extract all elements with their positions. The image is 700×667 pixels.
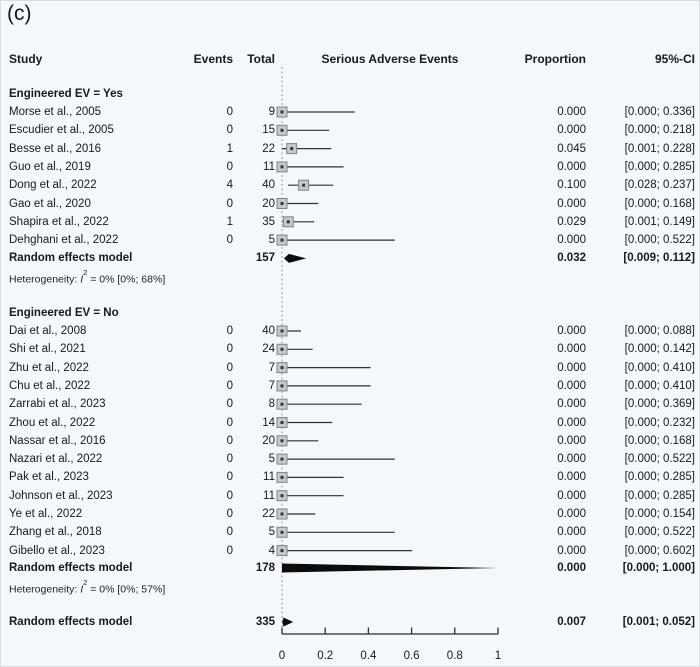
events-value: 0 [226, 325, 233, 337]
ci-value: [0.000; 0.285] [624, 160, 695, 173]
proportion-value: 0.000 [557, 234, 586, 247]
proportion-value: 0.000 [557, 124, 586, 137]
events-value: 0 [226, 453, 233, 466]
ci-value: [0.000; 0.410] [624, 379, 695, 392]
total-value: 9 [268, 106, 275, 118]
study-name: Gibello et al., 2023 [9, 544, 105, 557]
proportion-value: 0.000 [557, 434, 586, 447]
column-header-events: Events [193, 52, 233, 66]
study-name: Zhang et al., 2018 [9, 526, 102, 539]
ci-value: [0.000; 0.336] [624, 106, 695, 118]
study-name: Zarrabi et al., 2023 [9, 398, 106, 411]
ci-value: [0.000; 0.232] [624, 416, 695, 429]
estimate-marker [281, 531, 284, 534]
events-value: 0 [226, 197, 233, 210]
events-value: 0 [226, 544, 233, 557]
x-axis-tick-label: 1 [494, 650, 502, 662]
ci-value: [0.000; 0.088] [624, 325, 695, 337]
summary-diamond [282, 564, 498, 573]
heterogeneity-text [9, 267, 234, 285]
events-value: 0 [226, 398, 233, 411]
proportion-value: 0.000 [557, 197, 586, 210]
heterogeneity-part: 2 [83, 268, 88, 277]
total-value: 14 [262, 416, 275, 429]
summary-diamond [284, 254, 306, 263]
proportion-value: 0.000 [557, 361, 586, 374]
summary-label: Random effects model [9, 562, 133, 574]
events-value: 0 [226, 471, 233, 484]
proportion-value: 0.000 [557, 471, 586, 484]
heterogeneity-part: Heterogeneity: [9, 583, 81, 596]
estimate-marker [287, 220, 290, 223]
ci-value: [0.000; 0.602] [624, 544, 695, 557]
study-name: Zhu et al., 2022 [9, 361, 89, 374]
ci-value: [0.000; 0.410] [624, 361, 695, 374]
overall-summary-label: Random effects model [9, 616, 133, 628]
study-name: Gao et al., 2020 [9, 197, 91, 210]
heterogeneity-part: = 0% [0%; 57%] [87, 583, 166, 596]
ci-value: [0.000; 0.285] [624, 471, 695, 484]
group-label: Engineered EV = No [9, 307, 119, 319]
total-value: 5 [268, 234, 275, 247]
events-value: 0 [226, 489, 233, 502]
events-value: 0 [226, 379, 233, 392]
total-value: 22 [262, 142, 275, 155]
study-name: Dai et al., 2008 [9, 325, 87, 337]
ci-value: [0.000; 1.000] [622, 562, 695, 574]
estimate-marker [281, 348, 284, 351]
study-name: Dong et al., 2022 [9, 179, 97, 192]
ci-value: [0.000; 0.218] [624, 124, 695, 137]
proportion-value: 0.000 [557, 325, 586, 337]
total-value: 5 [268, 526, 275, 539]
events-value: 0 [226, 106, 233, 118]
proportion-value: 0.000 [557, 398, 586, 411]
proportion-value: 0.000 [557, 508, 586, 520]
events-value: 0 [226, 361, 233, 374]
estimate-marker [281, 458, 284, 461]
proportion-value: 0.100 [557, 179, 586, 192]
total-value: 24 [262, 343, 275, 356]
estimate-marker [281, 384, 284, 387]
estimate-marker [281, 129, 284, 132]
study-name: Shapira et al., 2022 [9, 215, 109, 228]
x-axis-tick-label: 0.4 [360, 650, 377, 662]
total-value: 40 [262, 325, 275, 337]
plot-title: Serious Adverse Events [321, 52, 459, 66]
estimate-marker [281, 111, 284, 114]
events-value: 0 [226, 508, 233, 520]
x-axis-tick-label: 0.8 [446, 650, 463, 662]
events-value: 0 [226, 434, 233, 447]
proportion-value: 0.000 [557, 106, 586, 118]
ci-value: [0.001; 0.052] [622, 616, 695, 628]
proportion-value: 0.000 [557, 489, 586, 502]
heterogeneity-part: Heterogeneity: [9, 273, 81, 286]
events-value: 4 [226, 179, 233, 192]
total-value: 20 [262, 197, 275, 210]
ci-value: [0.009; 0.112] [623, 252, 695, 265]
events-value: 1 [226, 142, 233, 155]
x-axis-tick-label: 0 [278, 650, 286, 662]
events-value: 0 [226, 234, 233, 247]
x-axis-tick-label: 0.6 [403, 650, 420, 662]
study-name: Nassar et al., 2016 [9, 434, 106, 447]
summary-diamond [282, 618, 293, 627]
proportion-value: 0.032 [557, 252, 586, 265]
study-name: Morse et al., 2005 [9, 106, 102, 118]
events-value: 1 [226, 215, 233, 228]
study-name: Ye et al., 2022 [9, 508, 83, 520]
events-value: 0 [226, 124, 233, 137]
column-header-ci: 95%-CI [654, 52, 695, 66]
ci-value: [0.000; 0.369] [624, 398, 695, 411]
study-name: Nazari et al., 2022 [9, 453, 103, 466]
estimate-marker [281, 439, 284, 442]
ci-value: [0.000; 0.522] [624, 453, 695, 466]
events-value: 0 [226, 343, 233, 356]
ci-value: [0.000; 0.168] [624, 197, 695, 210]
ci-value: [0.000; 0.154] [624, 508, 695, 520]
heterogeneity-part: I [80, 583, 84, 596]
estimate-marker [281, 513, 284, 516]
total-value: 8 [268, 398, 275, 411]
study-name: Dehghani et al., 2022 [9, 234, 119, 247]
events-value: 0 [226, 416, 233, 429]
proportion-value: 0.000 [557, 526, 586, 539]
column-header-total: Total [247, 52, 275, 66]
total-value: 35 [262, 215, 275, 228]
estimate-marker [281, 239, 284, 242]
total-value: 20 [262, 434, 275, 447]
ci-value: [0.001; 0.149] [624, 215, 695, 228]
events-value: 0 [226, 526, 233, 539]
study-name: Guo et al., 2019 [9, 160, 91, 173]
total-value: 178 [255, 562, 275, 574]
proportion-value: 0.045 [557, 142, 586, 155]
column-header-proportion: Proportion [524, 52, 586, 66]
heterogeneity-part: I [80, 273, 84, 286]
proportion-value: 0.000 [557, 343, 586, 356]
estimate-marker [281, 549, 284, 552]
estimate-marker [281, 366, 284, 369]
total-value: 11 [263, 471, 275, 484]
study-name: Shi et al., 2021 [9, 343, 86, 356]
study-name: Pak et al., 2023 [9, 471, 89, 484]
ci-value: [0.001; 0.228] [624, 142, 695, 155]
proportion-value: 0.029 [557, 215, 586, 228]
study-name: Chu et al., 2022 [9, 379, 91, 392]
estimate-marker [290, 147, 293, 150]
study-name: Zhou et al., 2022 [9, 416, 96, 429]
ci-value: [0.028; 0.237] [624, 179, 695, 192]
estimate-marker [281, 494, 284, 497]
estimate-marker [281, 202, 284, 205]
proportion-value: 0.000 [557, 379, 586, 392]
proportion-value: 0.000 [557, 453, 586, 466]
estimate-marker [302, 184, 305, 187]
proportion-value: 0.000 [557, 562, 586, 574]
estimate-marker [281, 476, 284, 479]
proportion-value: 0.007 [557, 616, 586, 628]
total-value: 7 [268, 361, 275, 374]
total-value: 22 [262, 508, 275, 520]
panel-label: (c) [7, 2, 32, 25]
total-value: 40 [262, 179, 275, 192]
total-value: 11 [263, 160, 275, 173]
column-header-study: Study [9, 52, 43, 66]
total-value: 7 [268, 379, 275, 392]
ci-value: [0.000; 0.285] [624, 489, 695, 502]
heterogeneity-part: 2 [83, 578, 88, 587]
study-name: Escudier et al., 2005 [9, 124, 114, 137]
total-value: 5 [268, 453, 275, 466]
total-value: 15 [262, 124, 275, 137]
ci-value: [0.000; 0.168] [624, 434, 695, 447]
heterogeneity-text [9, 577, 234, 595]
ci-value: [0.000; 0.142] [624, 343, 695, 356]
estimate-marker [281, 330, 284, 333]
proportion-value: 0.000 [557, 416, 586, 429]
proportion-value: 0.000 [557, 160, 586, 173]
ci-value: [0.000; 0.522] [624, 526, 695, 539]
total-value: 335 [255, 616, 275, 628]
events-value: 0 [226, 160, 233, 173]
estimate-marker [281, 421, 284, 424]
summary-label: Random effects model [9, 252, 133, 265]
proportion-value: 0.000 [557, 544, 586, 557]
study-name: Besse et al., 2016 [9, 142, 102, 155]
group-label: Engineered EV = Yes [9, 88, 123, 100]
study-name: Johnson et al., 2023 [9, 489, 113, 502]
heterogeneity-part: = 0% [0%; 68%] [87, 273, 166, 286]
total-value: 4 [268, 544, 275, 557]
total-value: 11 [263, 489, 275, 502]
ci-value: [0.000; 0.522] [624, 234, 695, 247]
estimate-marker [281, 165, 284, 168]
estimate-marker [281, 403, 284, 406]
x-axis-tick-label: 0.2 [317, 650, 334, 662]
total-value: 157 [255, 252, 275, 265]
